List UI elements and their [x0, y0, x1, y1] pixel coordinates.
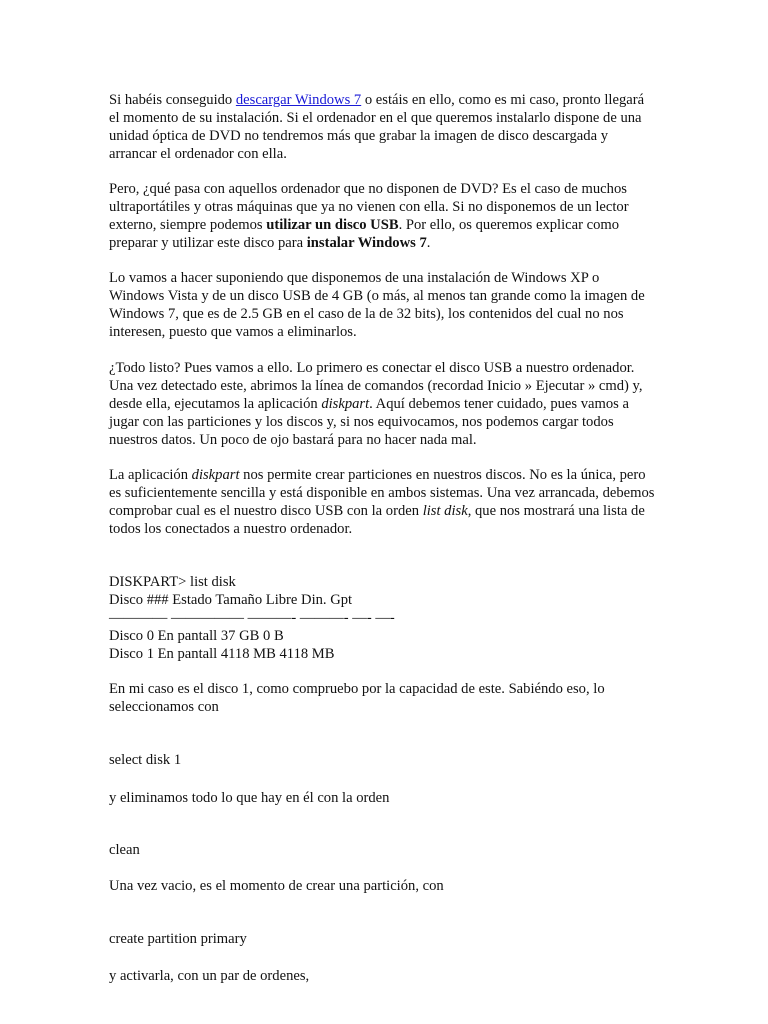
paragraph-clean: y eliminamos todo lo que hay en él con la orden	[109, 790, 390, 806]
command-select-disk: select disk 1	[109, 752, 182, 768]
text-segment: nos permite crear particiones en nuestros discos. No es la única, pero es suficientemente sencilla y está disponible en ambos sistemas. Una vez arrancada, debemos comprobar cual es el nuestro disco USB con la orden	[109, 467, 655, 519]
italic-diskpart: diskpart	[191, 467, 240, 483]
text-segment: . Por ello, os queremos explicar como preparar y utilizar este disco para	[109, 217, 620, 251]
paragraph-start-diskpart	[109, 359, 657, 449]
disk-table-row: Disco 1 En pantall 4118 MB 4118 MB	[109, 646, 335, 662]
command-create-partition: create partition primary	[109, 931, 247, 947]
text-segment: Pero, ¿qué pasa con aquellos ordenador que no disponen de DVD? Es el caso de muchos ultraportátiles y otras máquinas que ya no vienen con ella. Si no disponemos de un lector externo, siempre podemos	[109, 181, 629, 233]
text-segment: . Aquí debemos tener cuidado, pues vamos a jugar con las particiones y los discos y, si nos equivocamos, nos podemos cargar todos nuestros datos. Un poco de ojo bastará para no hacer nada mal.	[109, 396, 629, 448]
text-segment: , que nos mostrará una lista de todos los conectados a nuestro ordenador.	[109, 503, 645, 537]
text-segment: .	[426, 235, 431, 251]
paragraph-create-partition: Una vez vacio, es el momento de crear una partición, con	[109, 878, 444, 894]
text-segment: o estáis en ello, como es mi caso, pronto llegará el momento de su instalación. Si el ordenador en el que queremos instalarlo dispone de una unidad óptica de DVD no tendremos más que grabar la imagen de disco descargada y arrancar el ordenador con ella.	[109, 92, 645, 162]
italic-diskpart: diskpart	[321, 396, 370, 412]
paragraph-activate: y activarla, con un par de ordenes,	[109, 968, 310, 984]
diskpart-output	[109, 573, 657, 663]
italic-list-disk: list disk	[422, 503, 468, 519]
text-segment: La aplicación	[109, 467, 192, 483]
bold-usb-disk: utilizar un disco USB	[266, 217, 399, 233]
paragraph-requirements: Lo vamos a hacer suponiendo que disponemos de una instalación de Windows XP o Windows Vista y de un disco USB de 4 GB (o más, al menos tan grande como la imagen de Windows 7, que es de 2.5 GB en el caso de la de 32 bits), los contenidos del cual no nos interesen, puesto que vamos a eliminarlos.	[109, 270, 645, 340]
disk-table-header: Disco ### Estado Tamaño Libre Din. Gpt	[109, 592, 353, 608]
bold-install-windows7: instalar Windows 7	[306, 235, 427, 251]
paragraph-diskpart-info	[109, 466, 657, 538]
diskpart-command-line: DISKPART> list disk	[109, 574, 236, 590]
command-clean: clean	[109, 842, 140, 858]
text-segment: Si habéis conseguido	[109, 92, 236, 108]
paragraph-intro	[109, 91, 657, 163]
paragraph-usb-question	[109, 180, 657, 252]
text-segment: ¿Todo listo? Pues vamos a ello. Lo primero es conectar el disco USB a nuestro ordenador. Una vez detectado este, abrimos la línea de comandos (recordad Inicio » Ejecutar » cmd) y, desde ella, ejecutamos la aplicación	[109, 360, 643, 412]
paragraph-select-disk: En mi caso es el disco 1, como compruebo por la capacidad de este. Sabiéndo eso, lo seleccionamos con	[109, 681, 605, 715]
download-windows7-link[interactable]: descargar Windows 7	[235, 92, 362, 108]
disk-table-row: Disco 0 En pantall 37 GB 0 B	[109, 628, 284, 644]
disk-table-separator: ———— ————— ———- ———- —- —-	[109, 610, 395, 626]
